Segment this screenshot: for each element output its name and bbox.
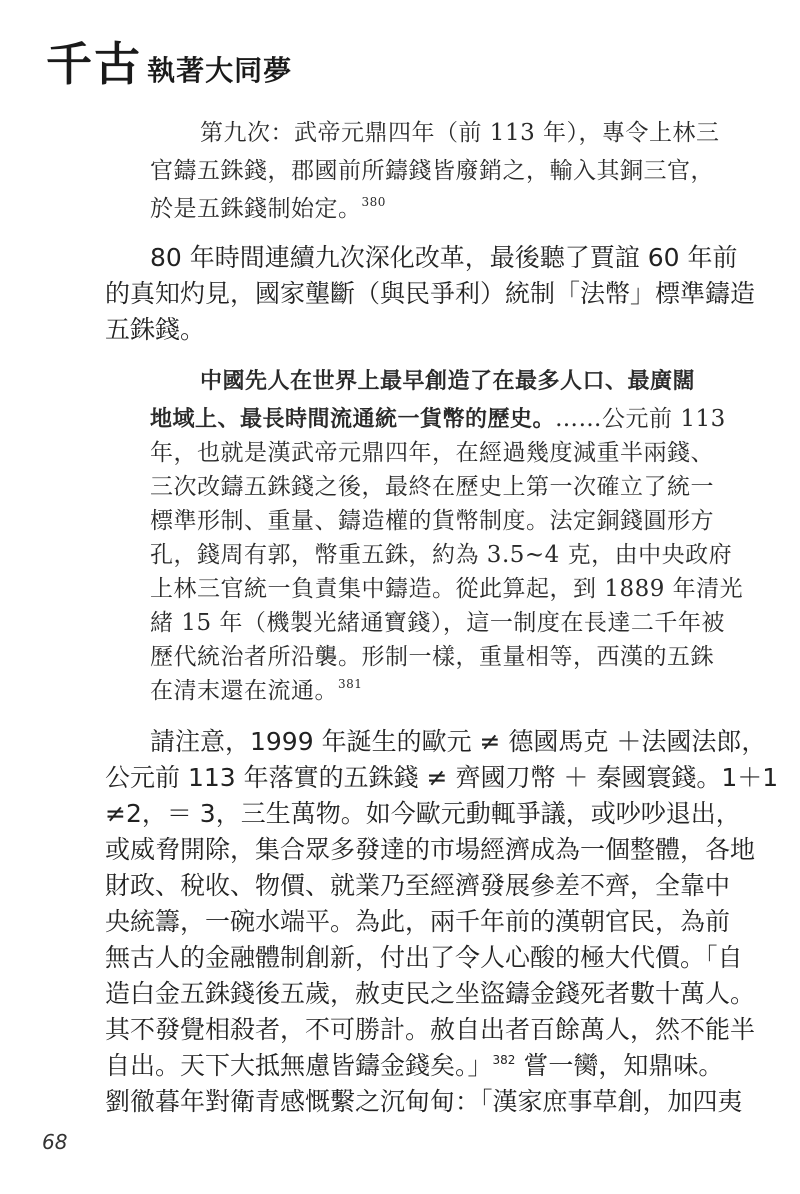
quote-line: 官鑄五銖錢，郡國前所鑄錢皆廢銷之，輸入其銅三官， bbox=[150, 158, 714, 184]
quote-line: 歷代統治者所沿襲。形制一樣，重量相等，西漢的五銖 bbox=[150, 644, 714, 670]
book-title-large: 千古 bbox=[46, 37, 142, 91]
footnote-ref: 382 bbox=[492, 1053, 516, 1067]
quote-bold-line: 中國先人在世界上最早創造了在最多人口、最廣闊 bbox=[200, 369, 696, 394]
quote-line: 緒 15 年（機製光緒通寶錢），這一制度在長達二千年被 bbox=[150, 610, 725, 636]
body-line: 無古人的金融體制創新，付出了令人心酸的極大代價。「自 bbox=[105, 943, 743, 972]
body-line: 五銖錢。 bbox=[105, 315, 206, 344]
body-line: 財政、稅收、物價、就業乃至經濟發展參差不齊，全靠中 bbox=[105, 871, 731, 900]
body-line: 其不發覺相殺者，不可勝計。赦自出者百餘萬人，然不能半 bbox=[105, 1015, 756, 1044]
body-line bbox=[105, 1046, 723, 1082]
body-line: 或威脅開除，集合眾多發達的市場經濟成為一個整體，各地 bbox=[105, 835, 756, 864]
body-text: 嘗一臠，知鼎味。 bbox=[515, 1051, 724, 1080]
footnote-ref: 381 bbox=[338, 677, 363, 691]
body-line: 公元前 113 年落實的五銖錢 ≠ 齊國刀幣 ＋ 秦國寰錢。1＋1 bbox=[105, 763, 779, 792]
quote-line bbox=[150, 400, 726, 433]
quote-line: 標準形制、重量、鑄造權的貨幣制度。法定銅錢圓形方 bbox=[150, 508, 714, 534]
quote-line: 三次改鑄五銖錢之後，最終在歷史上第一次確立了統一 bbox=[150, 474, 714, 500]
body-line: 請注意，1999 年誕生的歐元 ≠ 德國馬克 ＋法國法郎， bbox=[150, 727, 767, 756]
quote-text: 於是五銖錢制始定。 bbox=[150, 196, 362, 222]
body-line: 80 年時間連續九次深化改革，最後聽了賈誼 60 年前 bbox=[150, 243, 738, 272]
page-number: 68 bbox=[42, 1130, 68, 1154]
quote-line: 年，也就是漢武帝元鼎四年，在經過幾度減重半兩錢、 bbox=[150, 440, 714, 466]
quote-text: ……公元前 113 bbox=[555, 406, 726, 432]
body-line: ≠2，＝ 3，三生萬物。如今歐元動輒爭議，或吵吵退出， bbox=[105, 799, 741, 828]
body-line: 央統籌，一碗水端平。為此，兩千年前的漢朝官民，為前 bbox=[105, 907, 731, 936]
quote-line: 孔，錢周有郭，幣重五銖，約為 3.5~4 克，由中央政府 bbox=[150, 542, 733, 568]
body-line: 造白金五銖錢後五歲，赦吏民之坐盜鑄金錢死者數十萬人。 bbox=[105, 979, 756, 1008]
book-title-small: 執著大同夢 bbox=[147, 54, 293, 87]
running-header bbox=[46, 28, 292, 94]
body-text: 自出。天下大抵無慮皆鑄金錢矣。」 bbox=[105, 1051, 493, 1080]
quote-line: 第九次：武帝元鼎四年（前 113 年），專令上林三 bbox=[200, 120, 720, 146]
body-line: 劉徹暮年對衛青感慨繫之沉甸甸：「漢家庶事草創，加四夷 bbox=[105, 1087, 743, 1116]
quote-line bbox=[150, 190, 386, 223]
body-line: 的真知灼見，國家壟斷（與民爭利）統制「法幣」標準鑄造 bbox=[105, 279, 756, 308]
quote-line bbox=[150, 672, 362, 705]
quote-line: 上林三官統一負責集中鑄造。從此算起，到 1889 年清光 bbox=[150, 576, 744, 602]
quote-text: 在清末還在流通。 bbox=[150, 678, 338, 704]
footnote-ref: 380 bbox=[361, 195, 386, 209]
quote-bold-text: 地域上、最長時間流通統一貨幣的歷史。 bbox=[150, 407, 556, 432]
